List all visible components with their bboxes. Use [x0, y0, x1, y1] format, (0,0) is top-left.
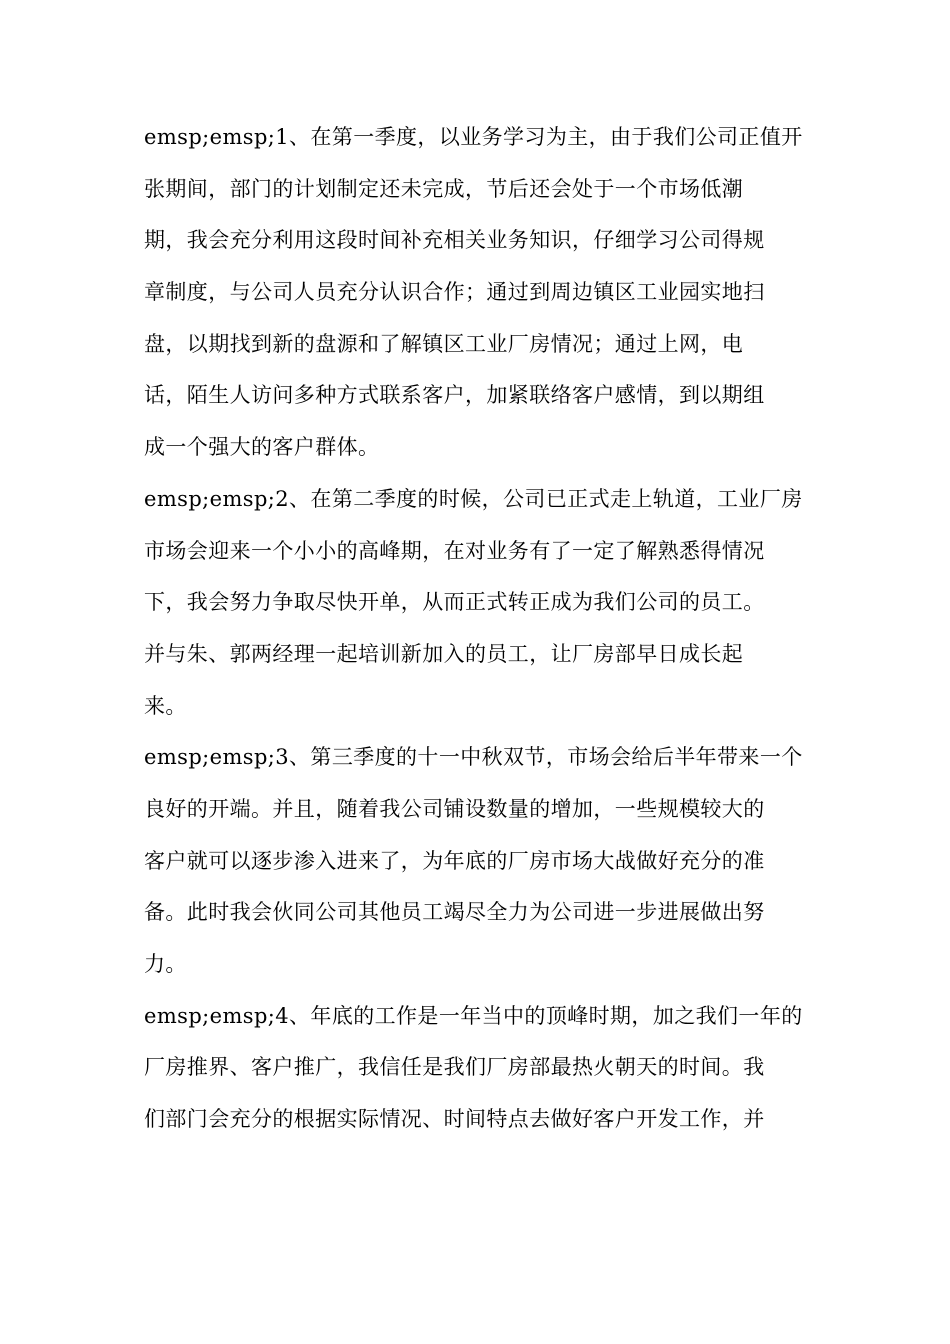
- text-line: 张期间，部门的计划制定还未完成，节后还会处于一个市场低潮: [144, 176, 744, 201]
- text-line: 期，我会充分利用这段时间补充相关业务知识，仔细学习公司得规: [144, 228, 765, 253]
- paragraph-q4: [144, 991, 804, 1146]
- text-line: 们部门会充分的根据实际情况、时间特点去做好客户开发工作，并: [144, 1107, 765, 1132]
- paragraph-q2: [144, 474, 804, 732]
- text-line: 市场会迎来一个小小的高峰期，在对业务有了一定了解熟悉得情况: [144, 538, 765, 563]
- text-line: emsp;emsp;4、年底的工作是一年当中的顶峰时期，加之我们一年的: [144, 1003, 803, 1028]
- text-line: 话，陌生人访问多种方式联系客户，加紧联络客户感情，到以期组: [144, 383, 765, 408]
- text-line: 盘，以期找到新的盘源和了解镇区工业厂房情况；通过上网，电: [144, 331, 744, 356]
- text-line: 并与朱、郭两经理一起培训新加入的员工，让厂房部早日成长起: [144, 641, 744, 666]
- text-line: 成一个强大的客户群体。: [144, 435, 380, 460]
- text-line: 章制度，与公司人员充分认识合作；通过到周边镇区工业园实地扫: [144, 280, 765, 305]
- text-line: 力。: [144, 952, 187, 976]
- paragraph-q3: [144, 732, 804, 990]
- text-line: 备。此时我会伙同公司其他员工竭尽全力为公司进一步进展做出努: [144, 900, 765, 925]
- text-line: 客户就可以逐步渗入进来了，为年底的厂房市场大战做好充分的准: [144, 848, 765, 873]
- paragraph-q1: [144, 112, 804, 474]
- text-line: 来。: [144, 693, 187, 718]
- text-line: emsp;emsp;2、在第二季度的时候，公司已正式走上轨道，工业厂房: [144, 486, 803, 511]
- text-line: 良好的开端。并且，随着我公司铺设数量的增加，一些规模较大的: [144, 796, 765, 821]
- text-line: 下，我会努力争取尽快开单，从而正式转正成为我们公司的员工。: [144, 590, 765, 615]
- text-line: 厂房推界、客户推广，我信任是我们厂房部最热火朝天的时间。我: [144, 1055, 765, 1080]
- text-line: emsp;emsp;1、在第一季度，以业务学习为主，由于我们公司正值开: [144, 125, 803, 149]
- document-body: [144, 112, 804, 1146]
- text-line: emsp;emsp;3、第三季度的十一中秋双节，市场会给后半年带来一个: [144, 745, 803, 770]
